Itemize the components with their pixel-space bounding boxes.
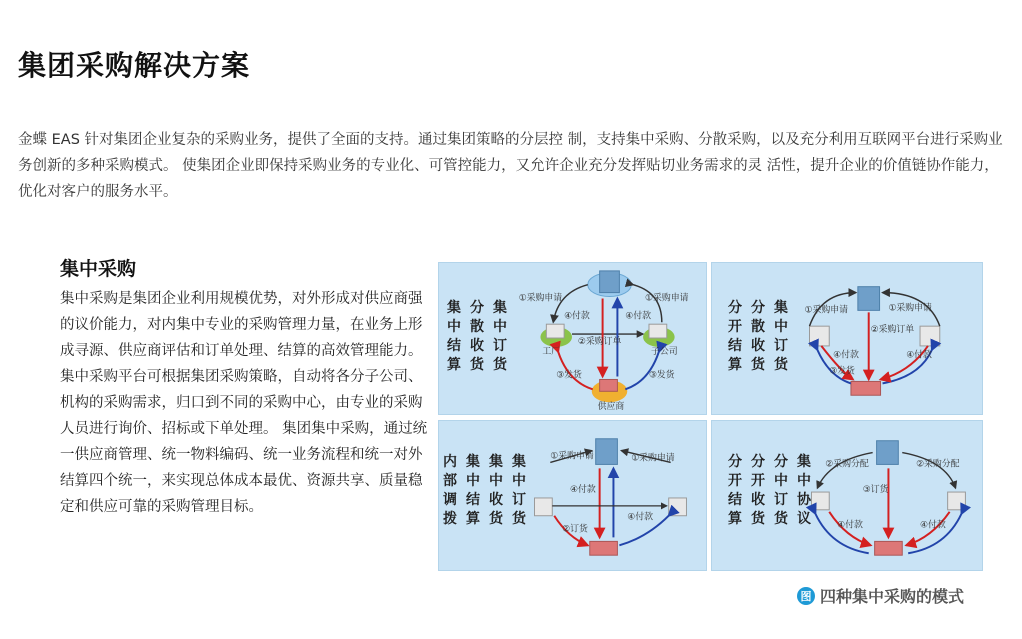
figure-icon: 图 xyxy=(797,587,815,605)
diagram-internal-allocation xyxy=(438,420,707,571)
label-alloc-right: ②采购分配 xyxy=(916,459,960,470)
procurement-modes-figure xyxy=(438,262,983,571)
label-order: ②采购订单 xyxy=(577,336,622,347)
diagram-centralized xyxy=(438,262,707,415)
label-alloc-left: ②采购分配 xyxy=(825,459,869,470)
label-req-left: ①采购申请 xyxy=(804,305,849,316)
label-req-left: ①采购申请 xyxy=(550,451,594,462)
label-factory: 工厂 xyxy=(542,346,561,357)
label-ship: ③发货 xyxy=(829,366,855,377)
label-pay-right: ④付款 xyxy=(627,512,653,523)
label-pay-left: ④付款 xyxy=(833,350,859,361)
mode-label-4: 分 分 分 集 开 开 中 中 结 收 订 协 算 货 货 议 xyxy=(728,454,811,527)
mode-label-1: 集 分 集 中 散 中 结 收 订 算 货 货 xyxy=(447,300,507,373)
label-pay-left: ④付款 xyxy=(570,485,596,496)
figure-caption xyxy=(797,584,964,607)
label-pay-right: ④付款 xyxy=(906,350,932,361)
label-req-right: ①采购申请 xyxy=(645,293,689,304)
section-title: 集中采购 xyxy=(60,258,137,280)
figure-caption-text: 四种集中采购的模式 xyxy=(820,587,965,606)
label-supplier: 供应商 xyxy=(597,402,625,413)
label-order: ③订货 xyxy=(862,485,889,496)
label-pay-right: ④付款 xyxy=(920,520,946,531)
label-order: ②订货 xyxy=(562,524,588,535)
label-pay-left: ④付款 xyxy=(564,311,590,322)
mode-label-2: 分 分 集 开 散 中 结 收 订 算 货 货 xyxy=(728,300,788,373)
label-pay-right: ④付款 xyxy=(625,311,652,322)
label-order: ②采购订单 xyxy=(870,325,915,336)
label-subsidiary: 子公司 xyxy=(650,346,678,357)
label-req-right: ①采购申请 xyxy=(631,453,675,464)
label-req-right: ①采购申请 xyxy=(888,303,932,314)
page-title: 集团采购解决方案 xyxy=(18,49,251,82)
label-ship-left: ③发货 xyxy=(556,370,582,381)
diagram-distributed-receipt xyxy=(711,262,983,415)
diagram-framework-agreement xyxy=(711,420,983,571)
intro-paragraph: 金蝶 EAS 针对集团企业复杂的采购业务，提供了全面的支持。通过集团策略的分层控 制，支持集中采购、分散采购，以及充分利用互联网平台进行采购业务创新的多种采购模式。 使集团企业即保持采购业务的专业化、可管控能力，又允许企业充分发挥贴切业务需求的灵 活性，提升企业的价值链协作能力，优化对客户的服务水平。 xyxy=(18,132,1003,200)
label-ship-right: ③发货 xyxy=(648,370,675,381)
section-body: 集中采购是集团企业利用规模优势，对外形成对供应商强的议价能力，对内集中专业的采购管理力量，在业务上形成寻源、供应商评估和订单处理、结算的高效管理能力。 集中采购平台可根据集团采购策略，自动将各分子公司、机构的采购需求，归口到不同的采购中心，由专业的采购人员进行询价、招标或下单处理。 集团集中采购，通过统一供应商管理、统一物料编码、统一业务流程和统一对外结算四个统一，来实现总体成本最优、资源共享、质量稳定和供应可靠的采购管理目标。 xyxy=(60,291,428,515)
label-req-left: ①采购申请 xyxy=(518,293,563,304)
label-pay-left: ④付款 xyxy=(837,520,863,531)
mode-label-3: 内 集 集 集 部 中 中 中 调 结 收 订 拨 算 货 货 xyxy=(443,454,526,527)
